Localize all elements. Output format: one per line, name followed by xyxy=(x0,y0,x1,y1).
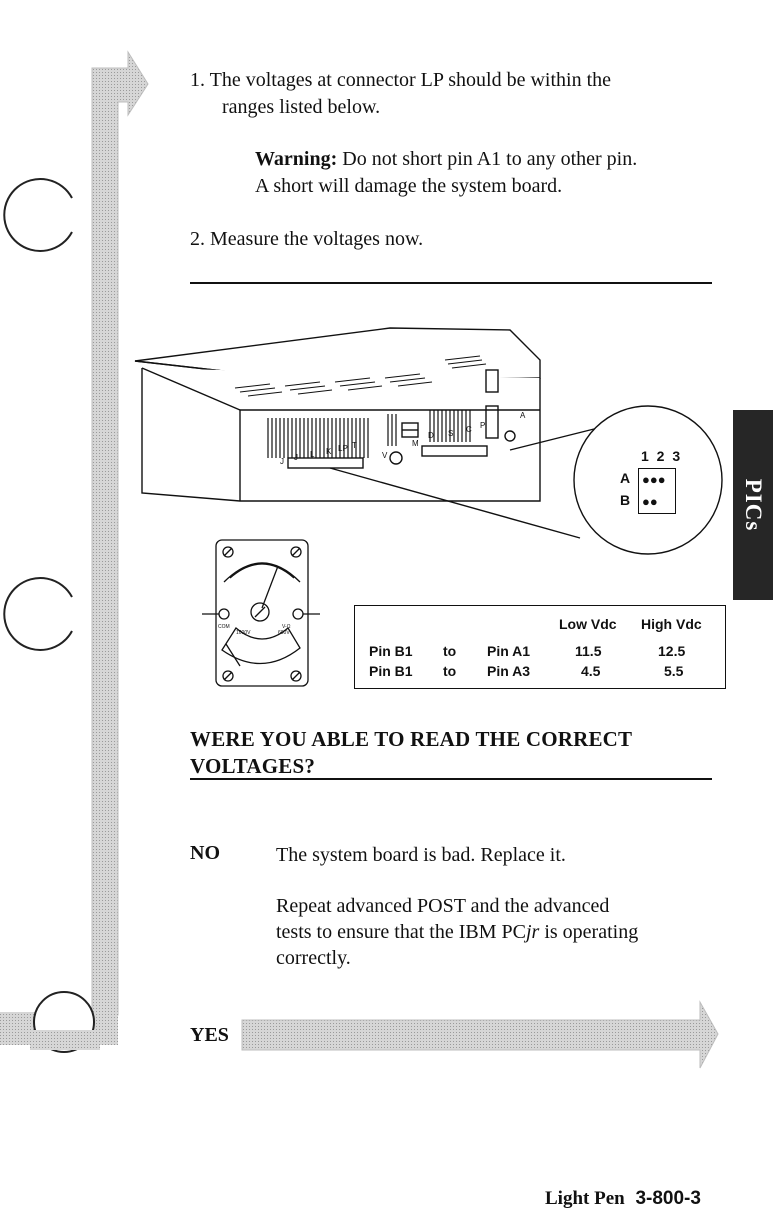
svg-text:C: C xyxy=(466,425,472,434)
svg-text:L: L xyxy=(310,450,315,459)
footer-title: Light Pen xyxy=(545,1188,625,1209)
divider xyxy=(190,778,712,780)
followup-line-1: Repeat advanced POST and the advanced xyxy=(276,895,610,917)
svg-text:V-Ω: V-Ω xyxy=(282,624,291,630)
svg-text:S: S xyxy=(448,429,454,438)
warning-label: Warning: xyxy=(255,148,338,170)
row1-from: Pin B1 xyxy=(369,643,413,659)
row2-high: 5.5 xyxy=(664,663,684,679)
step-text-cont: ranges listed below. xyxy=(222,96,381,118)
multimeter-illustration xyxy=(200,538,320,690)
divider xyxy=(190,282,712,284)
answer-yes-label: YES xyxy=(190,1024,229,1046)
svg-text:A: A xyxy=(520,411,526,420)
connector-pinout xyxy=(618,448,688,518)
header-high-vdc: High Vdc xyxy=(641,616,702,632)
answer-no-text: The system board is bad. Replace it. xyxy=(276,844,566,866)
svg-text:M: M xyxy=(412,439,419,448)
question-line-1: WERE YOU ABLE TO READ THE CORRECT xyxy=(190,727,633,751)
row1-to: Pin A1 xyxy=(487,643,531,659)
voltage-table xyxy=(354,605,726,689)
answer-no-followup xyxy=(276,893,726,971)
header-low-vdc: Low Vdc xyxy=(559,616,617,632)
svg-text:J: J xyxy=(280,457,284,466)
step-2 xyxy=(190,226,730,253)
step-1 xyxy=(190,67,730,121)
svg-text:V: V xyxy=(382,451,388,460)
svg-text:1000V: 1000V xyxy=(236,630,251,636)
question-heading xyxy=(190,726,720,780)
row2-to-word: to xyxy=(443,663,457,679)
page-footer xyxy=(545,1188,701,1210)
svg-text:LP: LP xyxy=(338,444,348,453)
svg-text:P: P xyxy=(480,421,486,430)
warning-text-cont: A short will damage the system board. xyxy=(255,175,563,197)
followup-line-2: tests to ensure that the IBM PCjr is operating xyxy=(276,921,639,943)
row1-to-word: to xyxy=(443,643,457,659)
pin-dots-row-b: ●● xyxy=(642,494,658,509)
step-number: 2. xyxy=(190,228,205,250)
svg-text:D: D xyxy=(428,431,434,440)
warning-text: Do not short pin A1 to any other pin. xyxy=(337,148,638,170)
step-text: The voltages at connector LP should be within the xyxy=(209,69,612,91)
pin-row-label-b: B xyxy=(620,492,631,508)
svg-text:COM: COM xyxy=(218,624,230,630)
svg-text:J: J xyxy=(294,453,298,462)
svg-text:K: K xyxy=(326,447,332,456)
row1-high: 12.5 xyxy=(658,643,686,659)
answer-no-label: NO xyxy=(190,842,220,864)
warning-note xyxy=(255,146,735,200)
row1-low: 11.5 xyxy=(575,643,602,659)
followup-line-3: correctly. xyxy=(276,947,351,969)
row2-to: Pin A3 xyxy=(487,663,531,679)
pin-row-label-a: A xyxy=(620,470,631,486)
section-tab-label: PICs xyxy=(741,478,766,532)
step-text: Measure the voltages now. xyxy=(210,228,424,250)
section-tab xyxy=(733,410,773,600)
pin-dots-row-a: ●●● xyxy=(642,472,666,487)
question-line-2: VOLTAGES? xyxy=(190,754,316,778)
row2-from: Pin B1 xyxy=(369,663,413,679)
system-unit-illustration xyxy=(130,318,730,558)
footer-page-number: 3-800-3 xyxy=(635,1188,701,1209)
svg-text:T: T xyxy=(352,441,357,450)
step-number: 1. xyxy=(190,69,205,91)
svg-text:600V: 600V xyxy=(278,630,290,636)
pin-column-labels: 1 2 3 xyxy=(641,448,683,464)
row2-low: 4.5 xyxy=(581,663,601,679)
